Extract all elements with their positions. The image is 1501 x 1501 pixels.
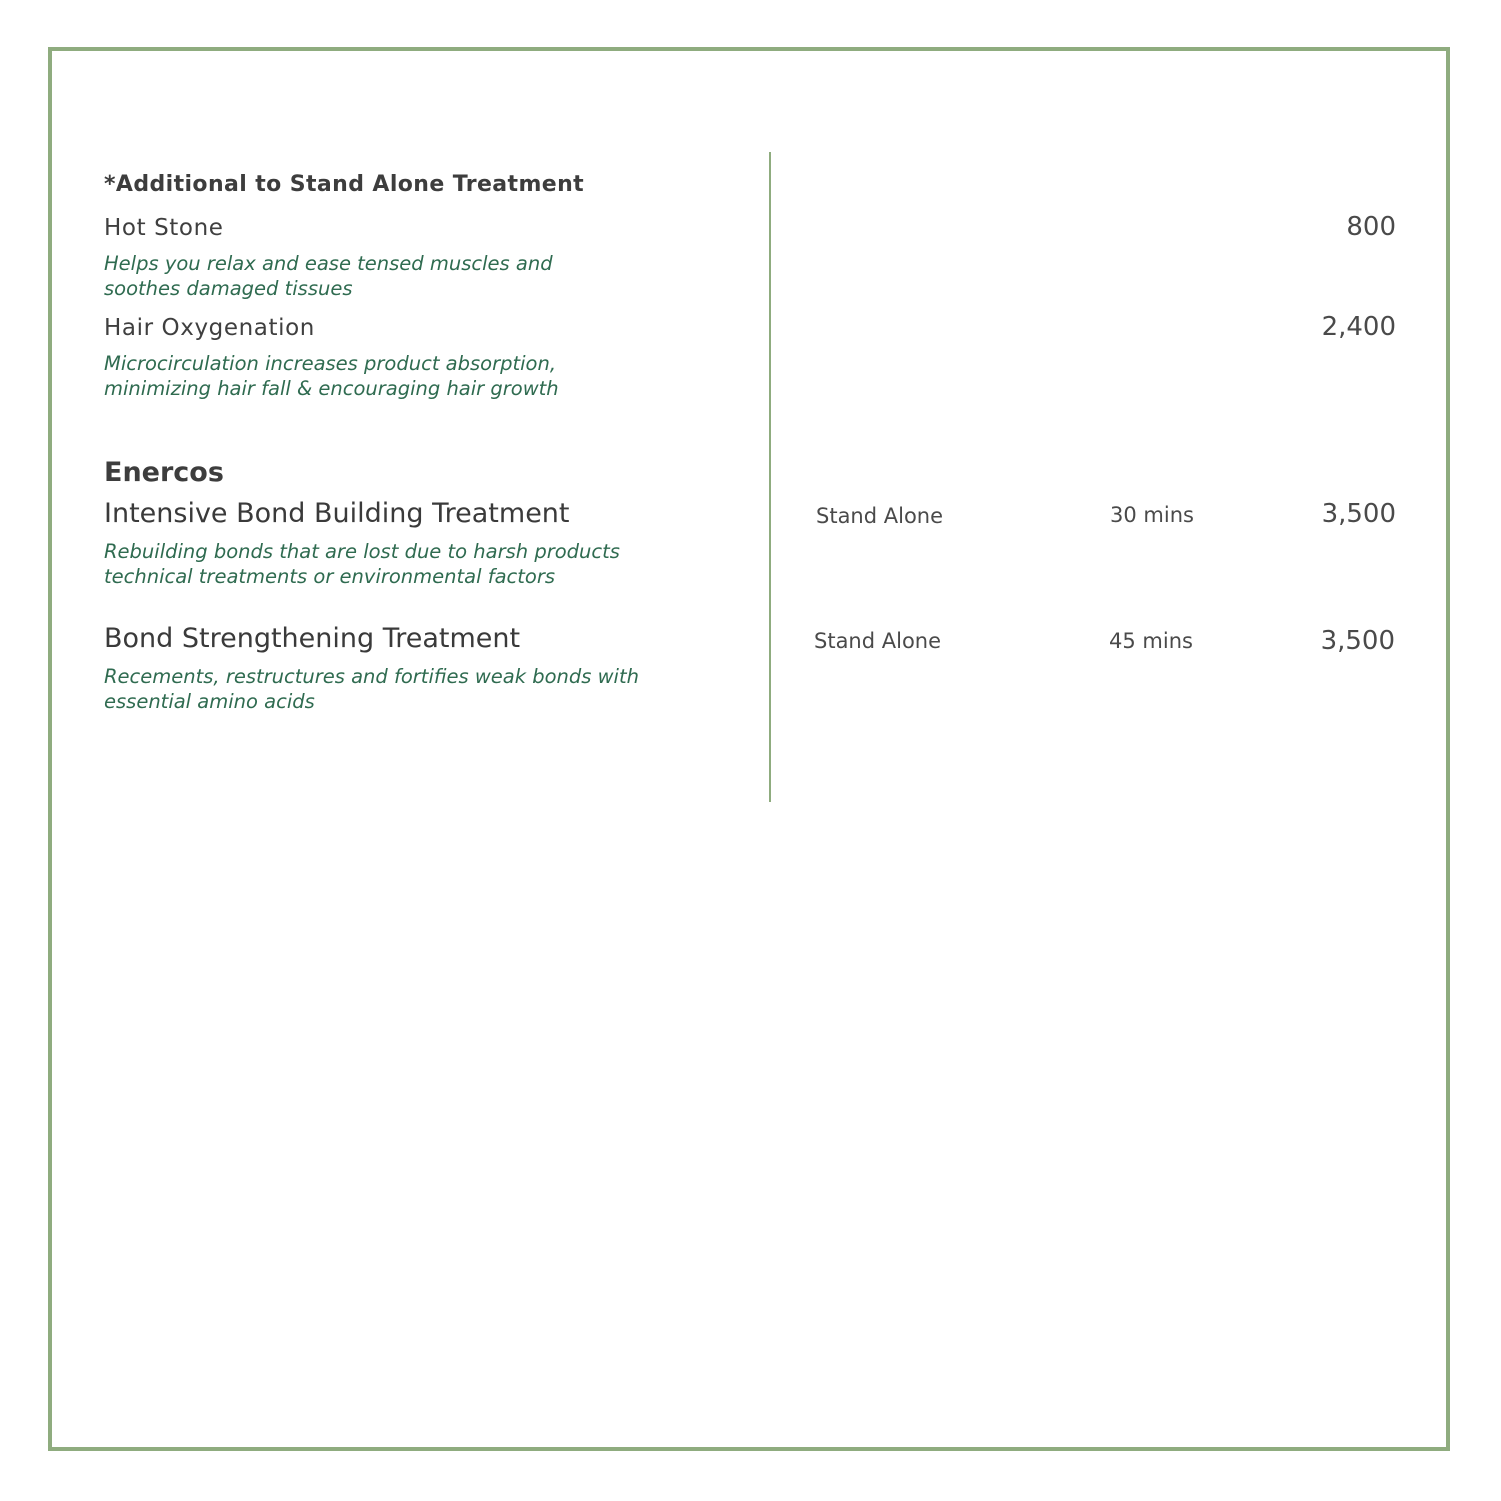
item-description	[104, 251, 754, 301]
description-line: technical treatments or environmental factors	[104, 565, 556, 588]
item-description	[104, 664, 754, 714]
item-price: 800	[1346, 212, 1396, 242]
item-type: Stand Alone	[814, 629, 942, 653]
description-line: Recements, restructures and fortifies weak bonds with	[104, 665, 639, 688]
description-line: essential amino acids	[104, 690, 315, 713]
brand-section-heading: Enercos	[104, 457, 224, 488]
description-line: soothes damaged tissues	[104, 277, 353, 300]
item-name: Hair Oxygenation	[104, 315, 315, 341]
item-name: Bond Strengthening Treatment	[104, 623, 521, 654]
item-duration: 45 mins	[1109, 629, 1193, 653]
item-name: Intensive Bond Building Treatment	[104, 498, 570, 529]
item-price: 3,500	[1320, 626, 1395, 656]
item-name: Hot Stone	[104, 215, 224, 241]
description-line: Rebuilding bonds that are lost due to harsh products	[104, 540, 620, 563]
item-type: Stand Alone	[816, 504, 944, 528]
item-price: 2,400	[1321, 312, 1396, 342]
item-description	[104, 351, 754, 401]
description-line: minimizing hair fall & encouraging hair growth	[104, 377, 559, 400]
addon-section-heading: *Additional to Stand Alone Treatment	[104, 172, 585, 197]
item-duration: 30 mins	[1110, 503, 1194, 527]
column-divider	[769, 152, 771, 802]
item-description	[104, 539, 754, 589]
description-line: Helps you relax and ease tensed muscles and	[104, 252, 553, 275]
item-price: 3,500	[1321, 499, 1396, 529]
description-line: Microcirculation increases product absorption,	[104, 352, 557, 375]
